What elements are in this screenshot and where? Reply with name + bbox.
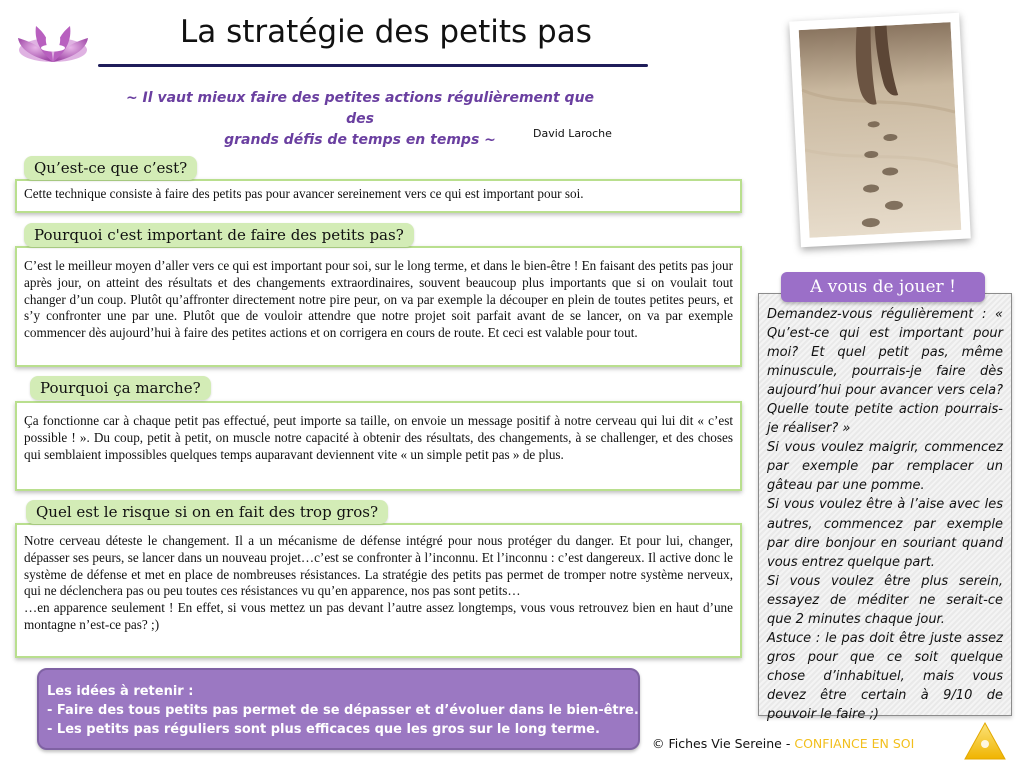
section-paragraph: C’est le meilleur moyen d’aller vers ce qui est important pour soi, sur le long terme, et dans le bien-être ! En faisant des petits pas jour après jour, on atteint des résultats et des changements extraordinaires, souvent beaucoup plus importants que si on voulait tout changer d’un coup. Plutôt qu’affronter directement notre pire peur, on va par exemple la découper en plein de toutes petites peurs, et s’y confronter une par une. Plutôt que de vouloir attendre que notre projet soit parfait avant de se lancer, on va par exemple commencer dès aujourd’hui à faire des petites actions et on corrigera en cours de route. Et ceci est valable pour tout. xyxy=(24,258,733,341)
footprints-in-sand-photo xyxy=(799,22,962,238)
key-ideas-title: Les idées à retenir : xyxy=(47,684,194,699)
section-what-heading: Qu’est-ce que c’est? xyxy=(24,156,197,180)
section-what-body xyxy=(15,179,742,213)
page-title: La stratégie des petits pas xyxy=(180,14,592,50)
title-underline xyxy=(98,64,648,67)
key-idea-item: - Les petits pas réguliers sont plus efficaces que les gros sur le long terme. xyxy=(47,722,600,737)
quote-line-2: grands défis de temps en temps ~ xyxy=(224,132,496,148)
try-it-paragraph: Si vous voulez être à l’aise avec les autres, commencez par exemple par dire bonjour en souriant quand vous entrez quelque part. xyxy=(767,497,1003,570)
section-paragraph: …en apparence seulement ! En effet, si vous mettez un pas devant l’autre assez longtemps, vous vous retrouvez bien en haut d’une montagne n’est-ce pas? ;) xyxy=(24,600,733,632)
section-paragraph: Ça fonctionne car à chaque petit pas effectué, peut importe sa taille, on envoie un message positif à notre cerveau qui lui dit « c’est possible ! ». Du coup, petit à petit, on muscle notre capacité à obtenir des résultats, des changements, à se challenger, et des choses qui semblaient impossibles quelques temps auparavant deviennent vite « un simple petit pas » de plus. xyxy=(24,413,733,462)
section-why-important-body xyxy=(15,246,742,367)
key-ideas-box xyxy=(37,668,640,750)
footer-brand: CONFIANCE EN SOI xyxy=(794,736,915,751)
meditation-lotus-icon xyxy=(14,8,92,68)
try-it-paragraph: Demandez-vous régulièrement : « Qu’est-ce qui est important pour moi? Et quel petit pas, même minuscule, pourrais-je faire dès aujourd’hui pour avancer vers cela? Quelle toute petite action pourrais-je réaliser? » xyxy=(767,307,1003,437)
section-paragraph: Cette technique consiste à faire des petits pas pour avancer sereinement vers ce qui est important pour soi. xyxy=(24,186,584,201)
section-paragraph: Notre cerveau déteste le changement. Il a un mécanisme de défense intégré pour nous protéger du danger. Et pour lui, changer, dépasser ses peurs, se lancer dans un nouveau projet…c’est se confronter à l’inconnu. Et l’inconnu : c’est dangereux. Il active donc le système de défense et met en place de nombreuses résistances. La stratégie des petits pas permet de tromper notre système nerveux, qui ne déclenchera pas ou peu toutes ces résistances vu qu’en apparence, nos pas sont petits… xyxy=(24,533,733,599)
section-risk-body xyxy=(15,523,742,658)
footer-copyright: © Fiches Vie Sereine - xyxy=(652,736,795,751)
section-risk-heading: Quel est le risque si on en fait des trop gros? xyxy=(26,500,388,524)
footer xyxy=(652,736,914,751)
quote-line-1: ~ Il vaut mieux faire des petites actions régulièrement que des xyxy=(125,90,595,127)
key-idea-item: - Faire des tous petits pas permet de se dépasser et d’évoluer dans le bien-être. xyxy=(47,703,639,718)
quote xyxy=(110,88,610,151)
try-it-heading: A vous de jouer ! xyxy=(781,272,985,302)
try-it-paragraph: Astuce : le pas doit être juste assez gros pour que ce soit quelque chose d’inhabituel, mais vous devez être certain à 9/10 de pouvoir le faire ;) xyxy=(767,630,1003,722)
section-why-important-heading: Pourquoi c'est important de faire des petits pas? xyxy=(24,223,414,247)
quote-author: David Laroche xyxy=(533,127,612,140)
section-why-works-body xyxy=(15,401,742,491)
try-it-paragraph: Si vous voulez être plus serein, essayez de méditer ne serait-ce que 2 minutes chaque jour. xyxy=(767,573,1003,627)
photo-frame xyxy=(789,13,971,248)
try-it-panel xyxy=(758,293,1012,722)
yellow-triangle-icon xyxy=(963,720,1007,762)
section-why-works-heading: Pourquoi ça marche? xyxy=(30,376,211,400)
try-it-paragraph: Si vous voulez maigrir, commencez par exemple par remplacer un gâteau par une pomme. xyxy=(767,440,1003,494)
